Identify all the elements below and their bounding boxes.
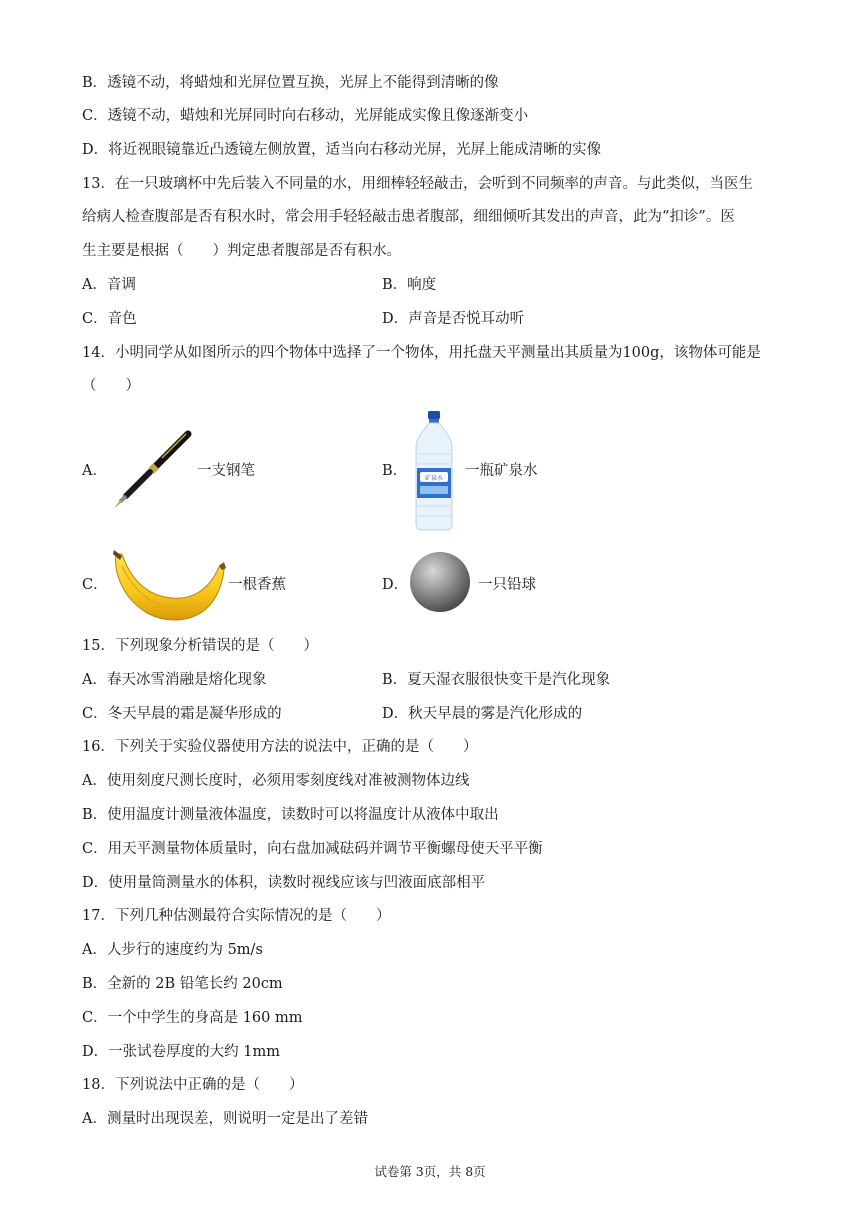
q12-option-c: C．透镜不动，蜡烛和光屏同时向右移动，光屏能成实像且像逐渐变小 <box>82 108 529 124</box>
page-footer: 试卷第 3页，共 8页 <box>374 1164 486 1179</box>
water-bottle-image <box>408 410 460 532</box>
q15-stem: 15．下列现象分析错误的是（ ） <box>82 638 318 654</box>
shot-put-image <box>408 550 472 614</box>
q15-option-c: C．冬天早晨的霜是凝华形成的 <box>82 706 282 722</box>
q14-stem-line1: 14．小明同学从如图所示的四个物体中选择了一个物体，用托盘天平测量出其质量为100g，该物体可能是 <box>82 345 761 361</box>
q17-option-c: C．一个中学生的身高是 160 mm <box>82 1010 303 1026</box>
q14-option-a-text: 一支钢笔 <box>197 463 255 479</box>
q14-option-a-letter: A． <box>82 463 107 479</box>
q14-option-c-letter: C． <box>82 577 108 593</box>
q16-option-a: A．使用刻度尺测长度时，必须用零刻度线对准被测物体边线 <box>82 773 470 789</box>
q13-stem-line1: 13．在一只玻璃杯中先后装入不同量的水，用细棒轻轻敲击，会听到不同频率的声音。与此类似，当医生 <box>82 176 753 192</box>
q14-option-d-letter: D． <box>382 577 409 593</box>
q13-option-b: B．响度 <box>382 277 437 293</box>
q14-option-d-text: 一只铅球 <box>478 577 536 593</box>
q14-option-b-text: 一瓶矿泉水 <box>465 463 538 479</box>
q18-stem: 18．下列说法中正确的是（ ） <box>82 1077 304 1093</box>
q17-option-a: A．人步行的速度约为 5m/s <box>82 942 263 958</box>
q15-option-a: A．春天冰雪消融是熔化现象 <box>82 672 267 688</box>
q13-stem-line3: 生主要是根据（ ）判定患者腹部是否有积水。 <box>82 243 401 259</box>
q13-option-d: D．声音是否悦耳动听 <box>382 311 525 327</box>
q16-option-c: C．用天平测量物体质量时，向右盘加减砝码并调节平衡螺母使天平平衡 <box>82 841 543 857</box>
q17-option-d: D．一张试卷厚度的大约 1mm <box>82 1044 280 1060</box>
q17-stem: 17．下列几种估测最符合实际情况的是（ ） <box>82 908 391 924</box>
q13-option-c: C．音色 <box>82 311 137 327</box>
q14-stem-line2: （ ） <box>82 378 140 394</box>
q12-option-d: D．将近视眼镜靠近凸透镜左侧放置，适当向右移动光屏，光屏上能成清晰的实像 <box>82 142 602 158</box>
q15-option-d: D．秋天早晨的雾是汽化形成的 <box>382 706 583 722</box>
bottle-label-text: 矿泉水 <box>424 475 444 482</box>
q15-option-b: B．夏天湿衣服很快变干是汽化现象 <box>382 672 611 688</box>
q18-option-a: A．测量时出现误差，则说明一定是出了差错 <box>82 1111 368 1127</box>
q16-option-d: D．使用量筒测量水的体积，读数时视线应该与凹液面底部相平 <box>82 875 486 891</box>
fountain-pen-image <box>108 428 198 512</box>
q16-option-b: B．使用温度计测量液体温度，读数时可以将温度计从液体中取出 <box>82 807 499 823</box>
q14-option-c-text: 一根香蕉 <box>228 577 286 593</box>
banana-image <box>108 548 230 624</box>
q12-option-b: B．透镜不动，将蜡烛和光屏位置互换，光屏上不能得到清晰的像 <box>82 75 499 91</box>
q17-option-b: B．全新的 2B 铅笔长约 20cm <box>82 976 283 992</box>
q16-stem: 16．下列关于实验仪器使用方法的说法中，正确的是（ ） <box>82 739 478 755</box>
q13-option-a: A．音调 <box>82 277 136 293</box>
q14-option-b-letter: B． <box>382 463 408 479</box>
q13-stem-line2: 给病人检查腹部是否有积水时，常会用手轻轻敲击患者腹部，细细倾听其发出的声音，此为“扣诊”。医 <box>82 209 735 225</box>
